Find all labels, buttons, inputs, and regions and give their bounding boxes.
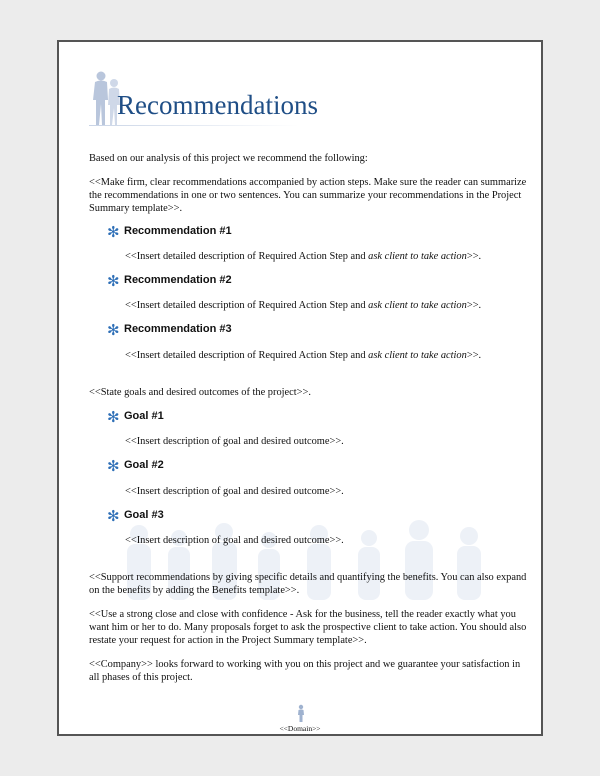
company-paragraph: <<Company>> looks forward to working with you on this project and we guarantee your satisfaction in all phases of this project. bbox=[89, 659, 521, 683]
person-footer-icon bbox=[296, 704, 306, 722]
asterisk-bullet-icon: ✻ bbox=[107, 408, 120, 426]
goals-intro-paragraph: <<State goals and desired outcomes of the project>>. bbox=[89, 387, 311, 398]
page-title: Recommendations bbox=[117, 90, 318, 120]
recommendation-heading: Recommendation #3 bbox=[124, 323, 232, 335]
goal-heading: Goal #3 bbox=[124, 509, 164, 521]
asterisk-bullet-icon: ✻ bbox=[107, 272, 120, 290]
recommendation-description: <<Insert detailed description of Required Action Step and ask client to take action>>. bbox=[125, 300, 482, 311]
intro-paragraph: Based on our analysis of this project we recommend the following: bbox=[89, 153, 368, 164]
asterisk-bullet-icon: ✻ bbox=[107, 223, 120, 241]
asterisk-bullet-icon: ✻ bbox=[107, 507, 120, 525]
recommendation-description: <<Insert detailed description of Required Action Step and ask client to take action>>. bbox=[125, 350, 482, 361]
asterisk-bullet-icon: ✻ bbox=[107, 457, 120, 475]
asterisk-bullet-icon: ✻ bbox=[107, 321, 120, 339]
recommendation-heading: Recommendation #1 bbox=[124, 225, 232, 237]
support-paragraph: <<Support recommendations by giving specific details and quantifying the benefits. You can also expand on the benefits by adding the Benefits template>>. bbox=[89, 572, 527, 596]
goal-description: <<Insert description of goal and desired outcome>>. bbox=[125, 436, 344, 447]
title-underline bbox=[89, 125, 299, 126]
goal-heading: Goal #2 bbox=[124, 459, 164, 471]
footer-domain: <<Domain>> bbox=[279, 724, 321, 733]
document-page bbox=[57, 40, 543, 736]
goal-description: <<Insert description of goal and desired outcome>>. bbox=[125, 486, 344, 497]
instructions-paragraph: <<Make firm, clear recommendations accompanied by action steps. Make sure the reader can summarize the recommendations in one or two sentences. You can summarize your recommendations in the Project Summary template>>. bbox=[89, 177, 527, 214]
closing-paragraph: <<Use a strong close and close with confidence - Ask for the business, tell the reader exactly what you want him or her to do. Many proposals forget to ask the prospective client to take action. You should also restate your request for action in the Project Summary template>>. bbox=[89, 609, 527, 646]
goal-heading: Goal #1 bbox=[124, 410, 164, 422]
recommendation-heading: Recommendation #2 bbox=[124, 274, 232, 286]
recommendation-description: <<Insert detailed description of Required Action Step and ask client to take action>>. bbox=[125, 251, 482, 262]
goal-description: <<Insert description of goal and desired outcome>>. bbox=[125, 535, 344, 546]
